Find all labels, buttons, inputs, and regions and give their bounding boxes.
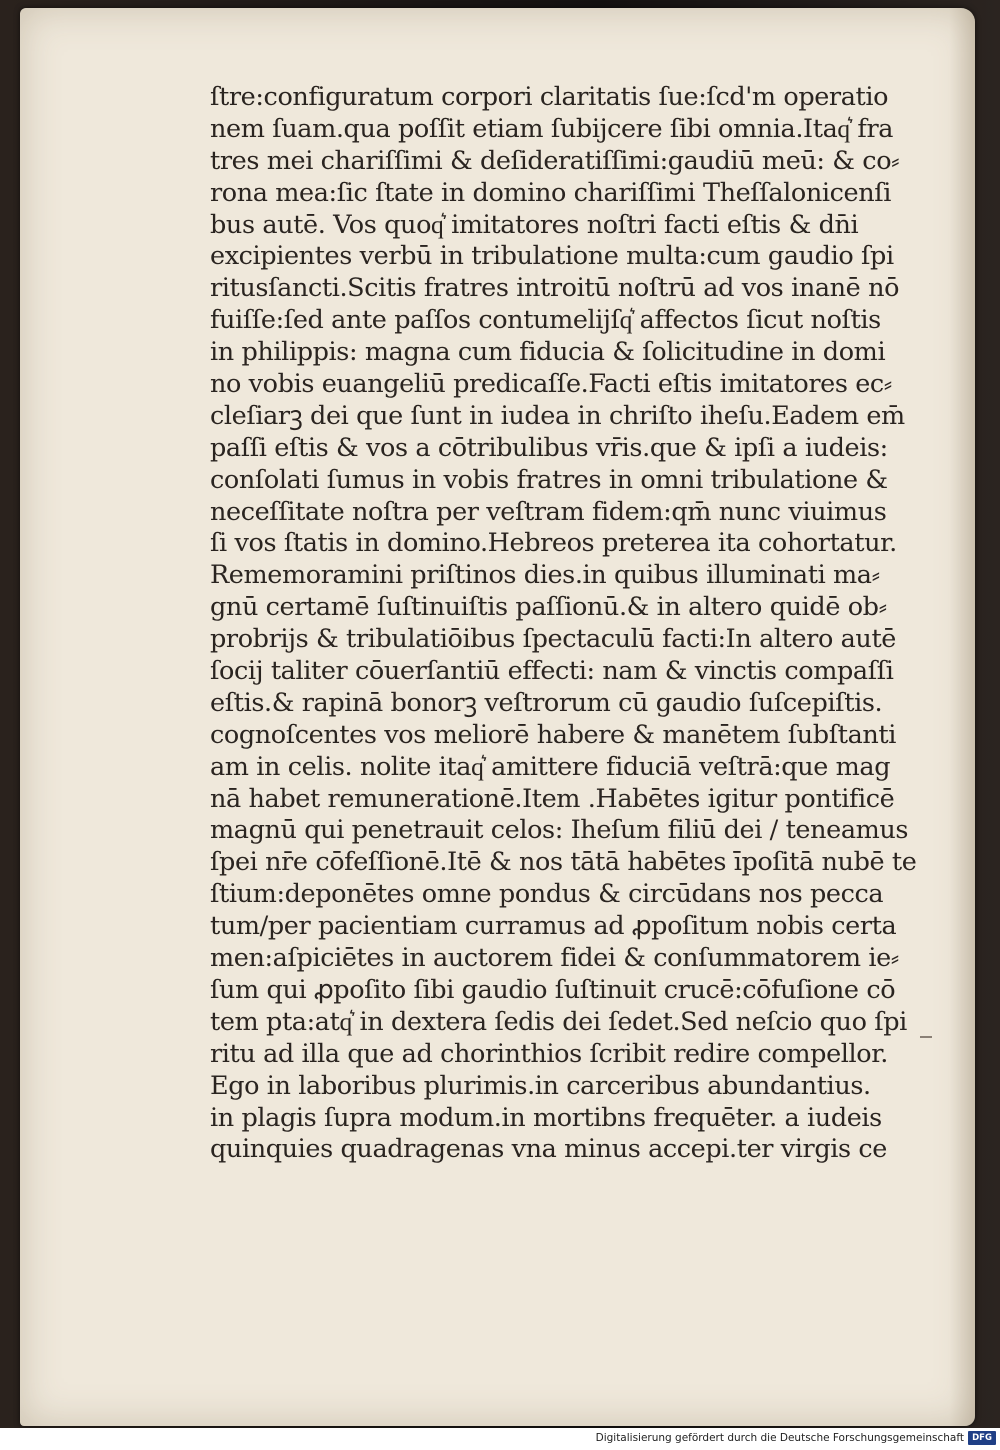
text-line: ſpei nr̄e cōfeſſionē.Itē & nos tātā habētes īpoſitā nubē te <box>210 847 917 878</box>
text-line: ſocij taliter cōuerſantiū effecti: nam & vinctis compaſſi <box>210 656 894 687</box>
text-line: nem ſuam.qua poſſit etiam ſubijcere ſibi omnia.Itaq͛ fra <box>210 113 894 144</box>
text-line: tum/per pacientiam curramus ad ꝓpoſitum nobis certa <box>210 911 897 942</box>
text-line: eſtis.& rapinā bonorꝫ veſtrorum cū gaudio ſuſcepiſtis. <box>210 687 883 718</box>
text-line: Ego in laboribus plurimis.in carceribus abundantius. <box>210 1070 871 1101</box>
text-line: bus autē. Vos quoq͛ imitatores noſtri facti eſtis & dn̄i <box>210 209 859 240</box>
text-line: am in celis. nolite itaq͛ amittere fiduciā veſtrā:que mag <box>210 751 891 782</box>
text-line: probrijs & tribulatiōibus ſpectaculū facti:In altero autē <box>210 624 896 655</box>
text-line: tem pta:atq͛ in dextera ſedis dei ſedet.Sed neſcio quo ſpi <box>210 1006 907 1037</box>
text-line: in philippis: magna cum fiducia & ſolicitudine in domi <box>210 337 886 368</box>
text-line: ſum qui ꝓpoſito ſibi gaudio ſuſtinuit crucē:cōfuſione cō <box>210 974 896 1005</box>
text-line: magnū qui penetrauit celos: Iheſum filiū dei / teneamus <box>210 815 909 846</box>
text-line: ſi vos ſtatis in domino.Hebreos preterea ita cohortatur. <box>210 528 897 559</box>
text-line: Rememoramini priſtinos dies.in quibus illuminati ma⸗ <box>210 560 880 591</box>
text-line: fuiſſe:ſed ante paſſos contumelijſq͛ affectos ſicut noſtis <box>210 305 881 336</box>
dfg-logo[interactable]: DFG <box>968 1431 996 1445</box>
text-line: tres mei chariſſimi & deſideratiſſimi:gaudiū meū: & co⸗ <box>210 145 900 176</box>
text-line: men:aſpiciētes in auctorem fidei & conſummatorem ie⸗ <box>210 943 899 974</box>
text-line: nā habet remunerationē.Item .Habētes igitur pontificē <box>210 783 895 814</box>
text-line: gnū certamē ſuſtinuiſtis paſſionū.& in altero quidē ob⸗ <box>210 592 887 623</box>
text-line: rona mea:ſic ſtate in domino chariſſimi Theſſalonicenſi <box>210 177 892 208</box>
footer-credit: Digitalisierung gefördert durch die Deutsche Forschungsgemeinschaft <box>595 1432 964 1444</box>
text-line: cognoſcentes vos meliorē habere & manētem ſubſtanti <box>210 719 897 750</box>
text-line: neceſſitate noſtra per veſtram fidem:qm̄ nunc viuimus <box>210 496 887 527</box>
text-line: excipientes verbū in tribulatione multa:cum gaudio ſpi <box>210 241 894 272</box>
text-line: conſolati ſumus in vobis fratres in omni tribulatione & <box>210 464 888 495</box>
text-line: cleſiarꝫ dei que ſunt in iudea in chriſto iheſu.Eadem em̄ <box>210 400 905 431</box>
page-edge <box>949 8 975 1426</box>
text-line: ſtium:deponētes omne pondus & circūdans nos pecca <box>210 879 884 910</box>
text-line: no vobis euangeliū predicaſſe.Facti eſtis imitatores ec⸗ <box>210 369 892 400</box>
page-text <box>210 82 917 1166</box>
text-line: ritu ad illa que ad chorinthios ſcribit redire compellor. <box>210 1038 888 1069</box>
text-line: paſſi eſtis & vos a cōtribulibus vr̄is.que & ipſi a iudeis: <box>210 432 888 463</box>
text-line: quinquies quadragenas vna minus accepi.ter virgis ce <box>210 1134 887 1165</box>
text-line: in plagis ſupra modum.in mortibns frequēter. a iudeis <box>210 1102 882 1133</box>
margin-mark <box>920 1036 932 1038</box>
text-line: ritusſancti.Scitis fratres introitū noſtrū ad vos inanē nō <box>210 273 900 304</box>
text-line: ſtre:configuratum corpori claritatis ſue:ſcd'm operatio <box>210 82 889 112</box>
